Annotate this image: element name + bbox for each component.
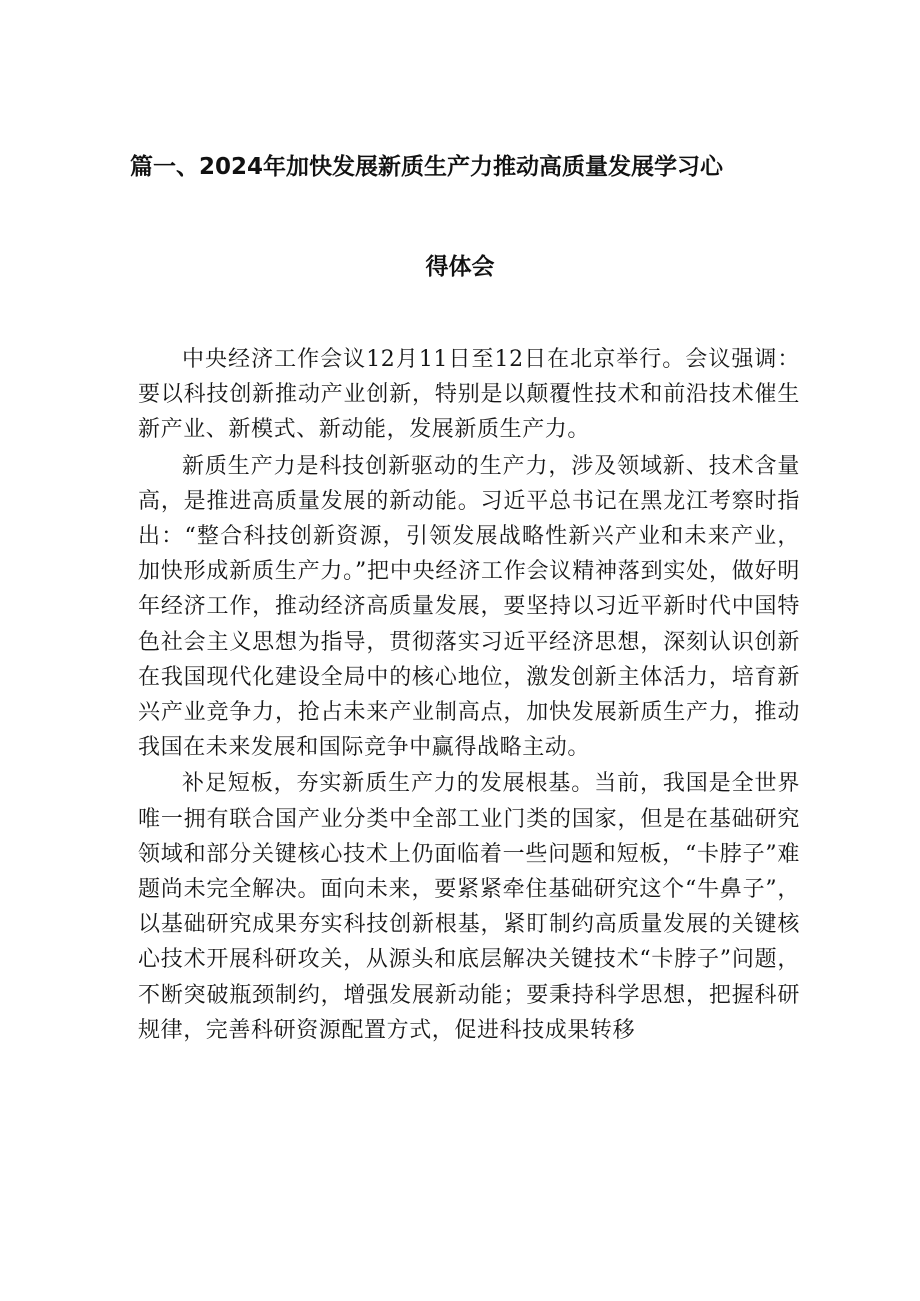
paragraph-2: 新质生产力是科技创新驱动的生产力，涉及领域新、技术含量高，是推进高质量发展的新动能。习近平总书记在黑龙江考察时指出：“整合科技创新资源，引领发展战略性新兴产业和未来产业，加快形成新质生产力。”把中央经济工作会议精神落到实处，做好明年经济工作，推动经济高质量发展，要坚持以习近平新时代中国特色社会主义思想为指导，贯彻落实习近平经济思想，深刻认识创新在我国现代化建设全局中的核心地位，激发创新主体活力，培育新兴产业竞争力，抢占未来产业制高点，加快发展新质生产力，推动我国在未来发展和国际竞争中赢得战略主动。 (138, 453, 800, 761)
document-title-line-1: 篇一、2024年加快发展新质生产力推动高质量发展学习心 (130, 154, 724, 180)
document-title-line-2: 得体会 (425, 254, 495, 280)
paragraph-3: 补足短板，夯实新质生产力的发展根基。当前，我国是全世界唯一拥有联合国产业分类中全部工业门类的国家，但是在基础研究领域和部分关键核心技术上仍面临着一些问题和短板，“卡脖子”难题尚未完全解决。面向未来，要紧紧牵住基础研究这个“牛鼻子”，以基础研究成果夯实科技创新根基，紧盯制约高质量发展的关键核心技术开展科研攻关，从源头和底层解决关键技术“卡脖子”问题，不断突破瓶颈制约，增强发展新动能；要秉持科学思想，把握科研规律，完善科研资源配置方式，促进科技成果转移 (138, 771, 800, 1043)
document-body (138, 342, 800, 1048)
paragraph-1: 中央经济工作会议12月11日至12日在北京举行。会议强调：要以科技创新推动产业创新，特别是以颠覆性技术和前沿技术催生新产业、新模式、新动能，发展新质生产力。 (138, 347, 800, 443)
